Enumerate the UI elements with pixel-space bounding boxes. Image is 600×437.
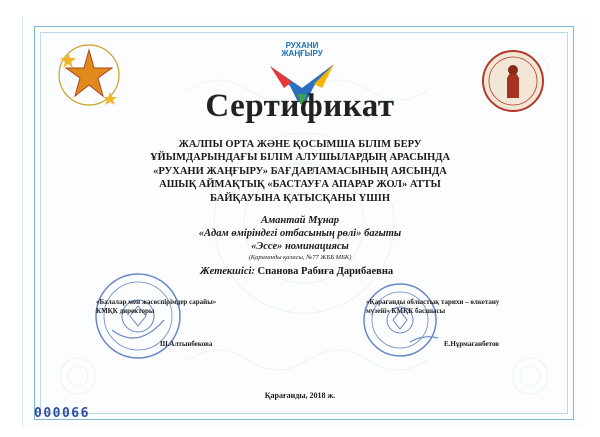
left-official-stamp: [92, 270, 184, 362]
right-org-line2: музейі» КМҚК басшысы: [366, 307, 446, 315]
recipient-school: (Қарағанды қаласы, №77 ЖББ МБК): [248, 254, 352, 261]
right-signer-name: Е.Нұрмағанбетов: [444, 340, 500, 348]
left-signer-name: Ш.Алтынбекова: [160, 340, 213, 348]
certificate-body: [120, 138, 480, 205]
right-signature-block: [366, 298, 546, 316]
serial-number: 000066: [34, 406, 90, 421]
left-signature-block: [96, 298, 276, 316]
recipient-name: Амантай Мұнар: [260, 215, 340, 226]
certificate-title: Сертификат: [205, 88, 395, 124]
left-org-line1: «Балалар мен жасөспірімдер сарайы»: [96, 298, 217, 306]
recipient-nomination: «Эссе» номинациясы: [251, 241, 349, 252]
right-official-stamp: [360, 280, 440, 360]
place-and-date: Қарағанды, 2018 ж.: [264, 391, 336, 400]
recipient-topic: «Адам өміріндегі отбасының рөлі» бағыты: [198, 228, 402, 239]
body-line: «РУХАНИ ЖАҢҒЫРУ» БАҒДАРЛАМАСЫНЫҢ АЯСЫНДА: [153, 165, 447, 177]
supervisor-line: [200, 266, 393, 277]
supervisor-label: Жетекшісі:: [200, 266, 255, 277]
logo-caption-line1: РУХАНИ: [285, 41, 319, 50]
logo-caption-line2: ЖАҢҒЫРУ: [281, 49, 323, 58]
left-org-line2: КМҚК директоры: [96, 307, 155, 315]
supervisor-name: Спанова Рабиға Дарибаевна: [257, 266, 394, 277]
body-line: ЖАЛПЫ ОРТА ЖӘНЕ ҚОСЫМША БІЛІМ БЕРУ: [178, 139, 422, 150]
body-line: АШЫҚ АЙМАҚТЫҚ «БАСТАУҒА АПАРАР ЖОЛ» АТТЫ: [159, 179, 441, 191]
body-line: БАЙҚАУЫНА ҚАТЫСҚАНЫ ҮШІН: [209, 192, 391, 204]
recipient-block: [120, 214, 480, 263]
body-line: ҰЙЫМДАРЫНДАҒЫ БІЛІМ АЛУШЫЛАРДЫҢ АРАСЫНДА: [149, 152, 451, 164]
right-org-line1: «Қарағанды облыстық тарихи – өлкетану: [366, 298, 500, 306]
